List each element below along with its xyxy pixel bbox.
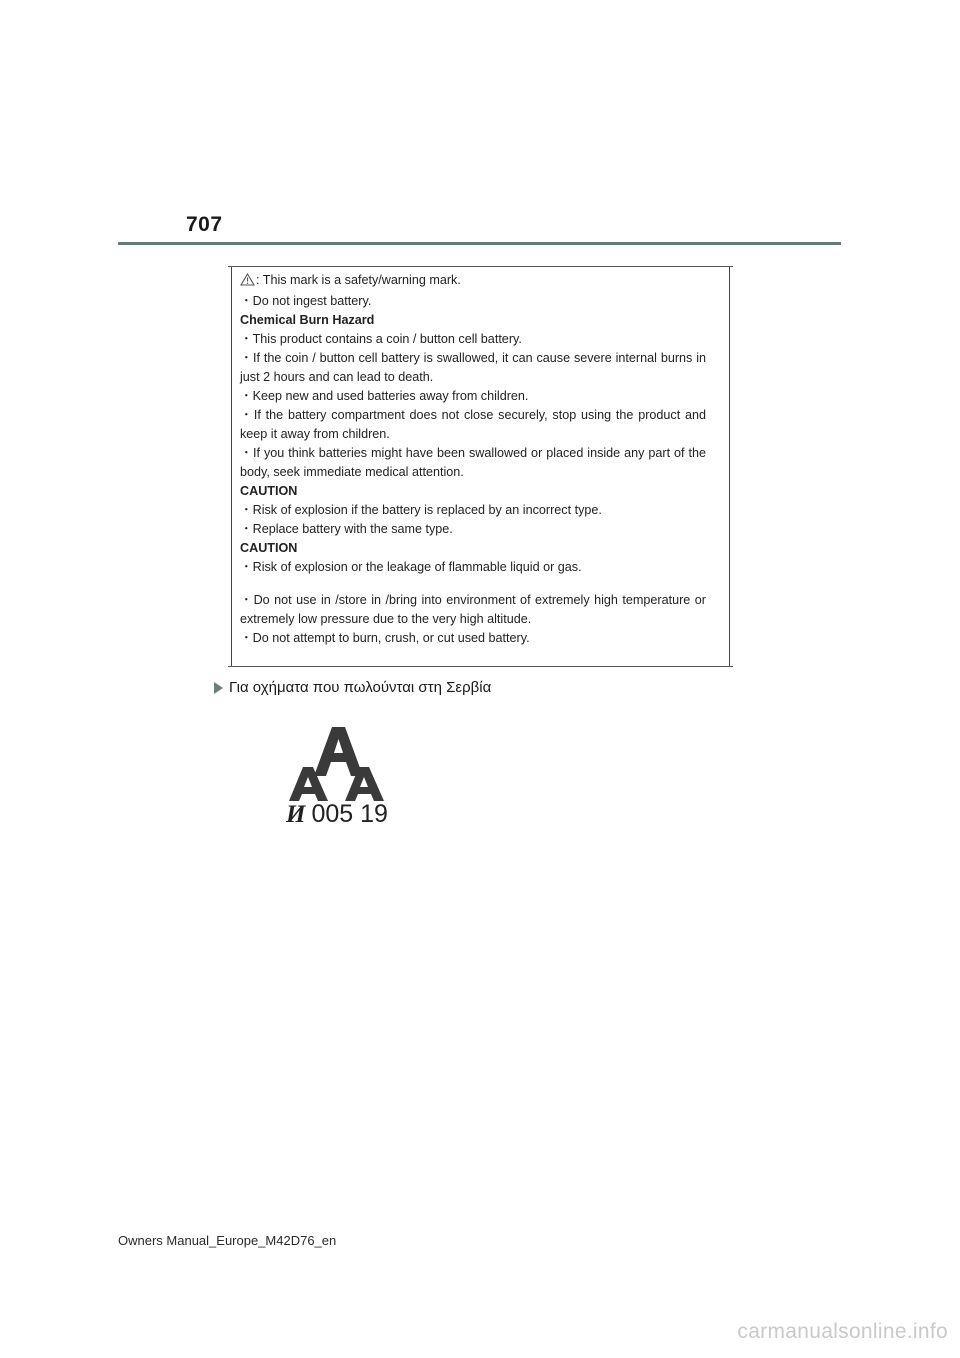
section-title: Για οχήματα που πωλούνται στη Σερβία	[229, 679, 492, 696]
header-rule	[118, 242, 841, 245]
warning-item: ・If you think batteries might have been swallowed or placed inside any part of the body, seek immediate medical attention.	[240, 446, 706, 479]
certification-number: 005 19	[311, 800, 388, 828]
warning-item: ・This product contains a coin / button cell battery.	[240, 332, 522, 346]
warning-mark-line	[240, 271, 706, 292]
warning-item: ・If the coin / button cell battery is swallowed, it can cause severe internal burns in just 2 hours and can lead to death.	[240, 351, 706, 384]
battery-warning-box	[231, 266, 730, 667]
warning-heading: Chemical Burn Hazard	[240, 313, 375, 327]
warning-item: ・Keep new and used batteries away from children.	[240, 389, 529, 403]
warning-item: ・Do not ingest battery.	[240, 294, 372, 308]
page-number: 707	[186, 213, 223, 236]
warning-item: ・Risk of explosion or the leakage of flammable liquid or gas.	[240, 560, 582, 574]
warning-item: ・Do not use in /store in /bring into environment of extremely high temperature or extremely low pressure due to the very high altitude.	[240, 593, 706, 626]
warning-item: ・Risk of explosion if the battery is replaced by an incorrect type.	[240, 503, 602, 517]
warning-mark-text: : This mark is a safety/warning mark.	[256, 273, 461, 287]
warning-content	[240, 271, 706, 648]
certification-prefix: И	[286, 801, 306, 828]
certification-code	[286, 800, 388, 829]
watermark: carmanualsonline.info	[737, 1320, 948, 1343]
serbia-section-heading	[214, 679, 491, 696]
footer-text: Owners Manual_Europe_M42D76_en	[118, 1233, 337, 1248]
warning-item: ・Do not attempt to burn, crush, or cut used battery.	[240, 631, 530, 645]
triangle-bullet-icon	[214, 682, 223, 694]
warning-item: ・If the battery compartment does not close securely, stop using the product and keep it away from children.	[240, 408, 706, 441]
paragraph-gap	[240, 577, 706, 591]
warning-triangle-icon	[240, 273, 255, 292]
warning-heading: CAUTION	[240, 541, 298, 555]
warning-item: ・Replace battery with the same type.	[240, 522, 453, 536]
warning-heading: CAUTION	[240, 484, 298, 498]
